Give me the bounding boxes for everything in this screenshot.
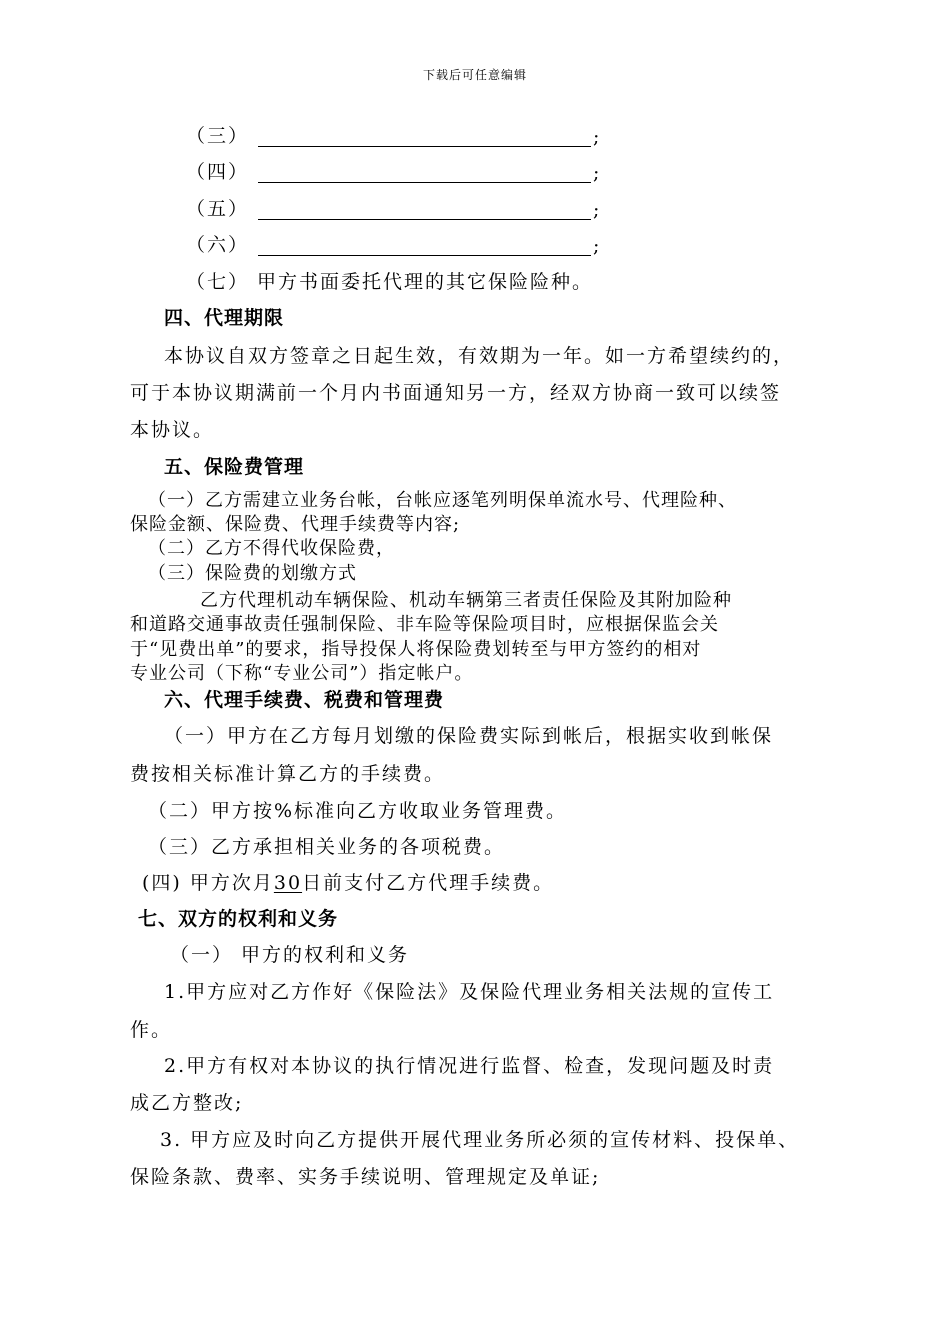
paragraph-line: 保险条款、费率、实务手续说明、管理规定及单证; [130, 1166, 601, 1188]
paragraph-line: 成乙方整改; [130, 1092, 244, 1114]
section-heading: 六、代理手续费、税费和管理费 [164, 689, 445, 711]
subsection-heading: （一） 甲方的权利和义务 [170, 944, 410, 966]
payment-day: 30 [273, 872, 303, 894]
fill-in-blank [258, 182, 591, 183]
semicolon: ; [593, 162, 600, 184]
paragraph-line: 专业公司（下称“专业公司”）指定帐户。 [130, 663, 474, 684]
paragraph-line: 保险金额、保险费、代理手续费等内容; [130, 514, 461, 535]
list-item-label: （六） [186, 234, 250, 256]
paragraph-line [142, 871, 554, 895]
list-item-label: （四） [186, 161, 250, 183]
paragraph-line: 1.甲方应对乙方作好《保险法》及保险代理业务相关法规的宣传工 [164, 981, 775, 1003]
paragraph-line: 本协议自双方签章之日起生效，有效期为一年。如一方希望续约的， [164, 345, 795, 367]
paragraph-line: （二）乙方不得代收保险费， [148, 538, 395, 559]
paragraph-line: 本协议。 [130, 419, 215, 441]
paragraph-line: 乙方代理机动车辆保险、机动车辆第三者责任保险及其附加险种 [200, 590, 732, 611]
paragraph-line: （三）保险费的划缴方式 [148, 563, 357, 584]
page-header: 下载后可任意编辑 [422, 68, 527, 82]
paragraph-line: 3. 甲方应及时向乙方提供开展代理业务所必须的宣传材料、投保单、 [160, 1129, 800, 1151]
paragraph-line: 2.甲方有权对本协议的执行情况进行监督、检查，发现问题及时责 [164, 1055, 775, 1077]
semicolon: ; [593, 235, 600, 257]
list-item-label: （五） [186, 198, 250, 220]
semicolon: ; [593, 199, 600, 221]
paragraph-line: 于“见费出单”的要求，指导投保人将保险费划转至与甲方签约的相对 [130, 639, 702, 660]
section-heading: 七、双方的权利和义务 [138, 908, 339, 930]
fill-in-blank [258, 255, 591, 256]
paragraph-line: 费按相关标准计算乙方的手续费。 [130, 763, 446, 785]
section-heading: 五、保险费管理 [164, 456, 305, 478]
section-heading: 四、代理期限 [164, 307, 285, 329]
paragraph-line: 可于本协议期满前一个月内书面通知另一方，经双方协商一致可以续签 [130, 382, 782, 404]
fill-in-blank [258, 219, 591, 220]
semicolon: ; [593, 126, 600, 148]
list-item-label: （三） [186, 125, 250, 147]
paragraph-line: （一）甲方在乙方每月划缴的保险费实际到帐后，根据实收到帐保 [164, 725, 774, 747]
list-item: （七） 甲方书面委托代理的其它保险险种。 [186, 271, 594, 293]
item4-suffix: 日前支付乙方代理手续费。 [302, 872, 555, 894]
fill-in-blank [258, 146, 591, 147]
paragraph-line: （一）乙方需建立业务台帐，台帐应逐笔列明保单流水号、代理险种、 [148, 490, 737, 511]
paragraph-line: （二）甲方按%标准向乙方收取业务管理费。 [148, 800, 568, 822]
paragraph-line: 和道路交通事故责任强制保险、非车险等保险项目时，应根据保监会关 [130, 614, 719, 635]
paragraph-line: （三）乙方承担相关业务的各项税费。 [148, 836, 506, 858]
item4-prefix: (四) 甲方次月 [142, 872, 274, 894]
paragraph-line: 作。 [130, 1019, 173, 1041]
